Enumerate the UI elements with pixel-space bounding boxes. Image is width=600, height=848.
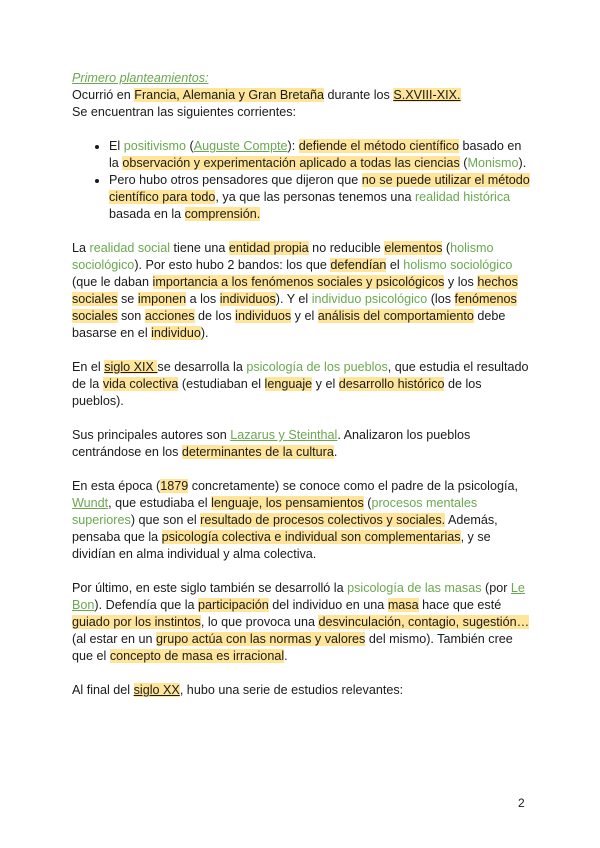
document-page [72, 70, 534, 699]
text-span: no se puede utilizar el método científico para todo [109, 173, 530, 204]
text-span: basado en la [109, 139, 522, 170]
page-number: 2 [518, 796, 525, 810]
text-span: ). [200, 326, 209, 340]
text-span: y el [312, 377, 339, 391]
text-span: individuo psicológico [311, 292, 428, 306]
paragraph-social-reality [72, 240, 534, 342]
paragraph-currents-intro [72, 104, 534, 121]
text-span: defendían [330, 258, 387, 272]
text-span: (que le daban [72, 275, 153, 289]
paragraph-mass-psychology [72, 580, 534, 665]
text-span: 1879 [160, 479, 189, 493]
text-span: elementos [384, 241, 443, 255]
text-span: , hubo una serie de estudios relevantes: [179, 683, 404, 697]
text-span: individuos [235, 309, 292, 323]
paragraph-origin [72, 87, 534, 104]
text-span: siglo XIX [104, 360, 158, 374]
text-span: . [333, 445, 338, 459]
paragraph-20th-century [72, 682, 534, 699]
text-span: no reducible [308, 241, 385, 255]
text-span: tiene una [170, 241, 229, 255]
text-span: , y se dividían en alma individual y alma colectiva. [72, 530, 491, 561]
text-span: vida colectiva [102, 377, 179, 391]
text-span: Por último, en este siglo también se desarrolló la [72, 581, 348, 595]
text-span: individuos [219, 292, 276, 306]
text-span: lenguaje, los pensamientos [211, 496, 364, 510]
text-span: de los pueblos). [72, 377, 482, 408]
text-span: ( [459, 156, 468, 170]
text-span: Primero planteamientos: [72, 71, 209, 85]
paragraph-wundt [72, 478, 534, 563]
text-span: durante los [324, 88, 394, 102]
text-span: y el [291, 309, 318, 323]
text-span: , que estudia el resultado de la [72, 360, 529, 391]
text-span: guiado por los instintos [72, 615, 201, 629]
text-span: realidad histórica [414, 190, 511, 204]
text-span: El [109, 139, 124, 153]
text-span: hace que esté [418, 598, 502, 612]
list-item-historical-reality [109, 172, 534, 223]
text-span: se desarrolla la [157, 360, 247, 374]
text-span: del mismo). También cree que el [72, 632, 513, 663]
text-span: fenómenos sociales [72, 292, 517, 323]
text-span: del individuo en una [268, 598, 388, 612]
link-auguste-compte[interactable]: Auguste Compte [193, 139, 288, 153]
text-span: individuo [151, 326, 201, 340]
text-span: entidad propia [228, 241, 309, 255]
text-span: se [117, 292, 138, 306]
text-span: ( [442, 241, 451, 255]
text-span: basada en la [109, 207, 185, 221]
text-span: (los [427, 292, 455, 306]
text-span: ): [287, 139, 299, 153]
text-span: el [386, 258, 404, 272]
paragraph-psychology-of-peoples [72, 359, 534, 410]
text-span: hechos sociales [72, 275, 518, 306]
text-span: psicología colectiva e individual son complementarias [161, 530, 461, 544]
text-span: Al final del [72, 683, 134, 697]
text-span: Sus principales autores son [72, 428, 231, 442]
text-span: . [284, 649, 288, 663]
text-span: Monismo [467, 156, 519, 170]
link-lazarus-steinthal[interactable]: Lazarus y Steinthal [230, 428, 338, 442]
link-le-bon[interactable]: Le Bon [72, 581, 525, 612]
text-span: Se encuentran las siguientes corrientes: [72, 105, 297, 119]
text-span: ). Y el [275, 292, 312, 306]
text-span: imponen [137, 292, 187, 306]
currents-list [72, 138, 534, 223]
text-span: . Analizaron los pueblos centrándose en los [72, 428, 471, 459]
text-span: lenguaje [264, 377, 313, 391]
text-span: Pero hubo otros pensadores que dijeron que [109, 173, 362, 187]
text-span: (al estar en un [72, 632, 157, 646]
text-span: En esta época ( [72, 479, 161, 493]
text-span: S.XVIII-XIX. [393, 88, 461, 102]
text-span: Ocurrió en [72, 88, 135, 102]
section-heading [72, 70, 534, 87]
text-span: procesos mentales superiores [72, 496, 478, 527]
text-span: determinantes de la cultura [181, 445, 334, 459]
text-span: Francia, Alemania y Gran Bretaña [134, 88, 324, 102]
text-span: importancia a los fenómenos sociales y psicológicos [152, 275, 445, 289]
paragraph-main-authors [72, 427, 534, 461]
text-span: En el [72, 360, 105, 374]
text-span: análisis del comportamiento [317, 309, 474, 323]
text-span: (por [481, 581, 511, 595]
text-span: realidad social [89, 241, 171, 255]
text-span: , ya que las personas tenemos una [215, 190, 415, 204]
text-span: concepto de masa es irracional [109, 649, 285, 663]
text-span: desvinculación, contagio, sugestión… [318, 615, 530, 629]
link-wundt[interactable]: Wundt [72, 496, 109, 510]
text-span: grupo actúa con las normas y valores [156, 632, 366, 646]
text-span: , lo que provoca una [200, 615, 319, 629]
text-span: de los [194, 309, 236, 323]
list-item-positivism [109, 138, 534, 172]
text-span: participación [198, 598, 269, 612]
text-span: resultado de procesos colectivos y sociales. [200, 513, 446, 527]
text-span: psicología de las masas [347, 581, 482, 595]
text-span: , que estudiaba el [108, 496, 212, 510]
text-span: ). [518, 156, 527, 170]
text-span: psicología de los pueblos [246, 360, 388, 374]
text-span: holismo sociológico [72, 241, 494, 272]
text-span: a los [186, 292, 220, 306]
text-span: comprensión. [184, 207, 261, 221]
text-span: debe basarse en el [72, 309, 506, 340]
text-span: positivismo [123, 139, 186, 153]
text-span: observación y experimentación aplicado a todas las ciencias [122, 156, 460, 170]
text-span: y los [444, 275, 478, 289]
text-span: acciones [144, 309, 195, 323]
text-span: (estudiaban el [178, 377, 265, 391]
text-span: son [117, 309, 145, 323]
text-span: La [72, 241, 90, 255]
text-span: masa [387, 598, 419, 612]
text-span: ( [363, 496, 372, 510]
text-span: Además, pensaba que la [72, 513, 498, 544]
text-span: desarrollo histórico [338, 377, 445, 391]
text-span: siglo XX [133, 683, 180, 697]
text-span: ) que son el [130, 513, 201, 527]
text-span: ). Por esto hubo 2 bandos: los que [134, 258, 331, 272]
text-span: holismo sociológico [403, 258, 513, 272]
text-span: ( [186, 139, 194, 153]
text-span: concretamente) se conoce como el padre de la psicología, [188, 479, 518, 493]
text-span: ). Defendía que la [94, 598, 199, 612]
text-span: defiende el método científico [298, 139, 460, 153]
